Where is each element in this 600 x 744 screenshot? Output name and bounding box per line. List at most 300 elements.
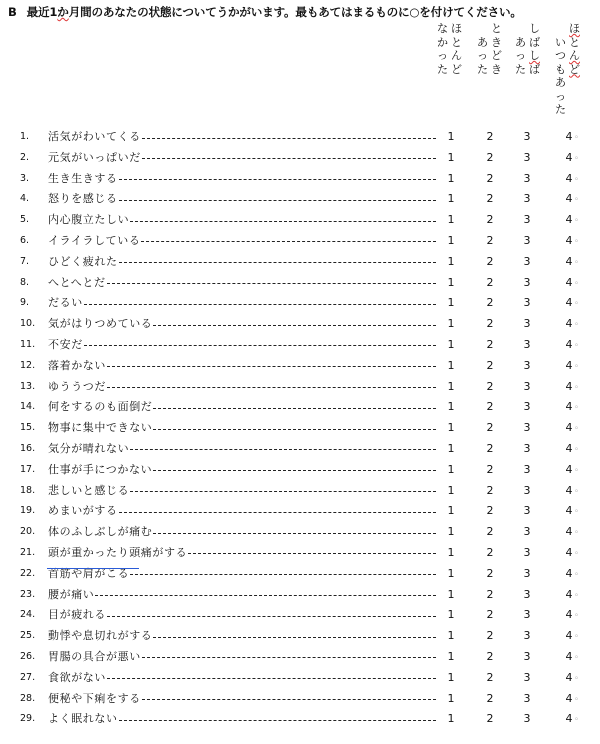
answer-option-1[interactable]: 1 (447, 358, 455, 372)
leader-dashes (142, 657, 436, 658)
answer-option-3[interactable]: 3 (523, 358, 531, 372)
answer-option-1[interactable]: 1 (447, 317, 455, 331)
row-end-mark: 。 (575, 379, 583, 389)
answer-option-3[interactable]: 3 (523, 150, 531, 164)
answer-option-2[interactable]: 2 (486, 483, 494, 497)
answer-option-1[interactable]: 1 (447, 150, 455, 164)
answer-option-3[interactable]: 3 (523, 317, 531, 331)
row-end-mark: 。 (575, 254, 583, 264)
question-row (0, 148, 600, 169)
answer-option-3[interactable]: 3 (523, 171, 531, 185)
question-text-wrap (48, 709, 436, 730)
leader-dashes (107, 387, 436, 388)
leader-dashes (95, 595, 436, 596)
answer-option-3[interactable]: 3 (523, 545, 531, 559)
question-text: めまいがする (48, 504, 118, 518)
question-row (0, 501, 600, 522)
answer-option-2[interactable]: 2 (486, 587, 494, 601)
question-text-wrap (48, 564, 436, 585)
col1-e: ほ (451, 22, 462, 35)
leader-dashes (119, 179, 436, 180)
answer-option-1[interactable]: 1 (447, 462, 455, 476)
answer-option-3[interactable]: 3 (523, 462, 531, 476)
answer-option-2[interactable]: 2 (486, 192, 494, 206)
question-row (0, 460, 600, 481)
answer-option-3[interactable]: 3 (523, 691, 531, 705)
answer-option-2[interactable]: 2 (486, 400, 494, 414)
question-row (0, 647, 600, 668)
answer-option-2[interactable]: 2 (486, 150, 494, 164)
leader-dashes (107, 366, 436, 367)
answer-option-2[interactable]: 2 (486, 233, 494, 247)
question-number: 15. (20, 422, 36, 434)
question-text-wrap (48, 501, 436, 522)
answer-option-3[interactable]: 3 (523, 525, 531, 539)
question-number: 19. (20, 505, 36, 517)
leader-dashes (142, 138, 436, 139)
answer-option-1[interactable]: 1 (447, 192, 455, 206)
question-number: 26. (20, 650, 36, 662)
leader-dashes (153, 325, 436, 326)
col3-f: ば (529, 35, 540, 49)
answer-option-3[interactable]: 3 (523, 233, 531, 247)
col2-g: ど (491, 49, 502, 62)
question-row (0, 585, 600, 606)
answer-option-2[interactable]: 2 (486, 130, 494, 143)
col1-f: と (451, 35, 462, 49)
question-text-wrap (48, 148, 436, 169)
answer-option-2[interactable]: 2 (486, 421, 494, 435)
answer-option-4[interactable]: 4 (565, 358, 573, 372)
leader-dashes (119, 512, 436, 513)
question-row (0, 564, 600, 585)
answer-option-2[interactable]: 2 (486, 317, 494, 331)
question-number: 14. (20, 401, 36, 413)
answer-option-3[interactable]: 3 (523, 670, 531, 684)
question-text: 頭が重かったり頭痛がする (48, 545, 188, 559)
question-text: 気がはりつめている (48, 317, 153, 331)
answer-option-4[interactable]: 4 (565, 317, 573, 331)
row-end-mark: 。 (575, 545, 583, 555)
question-number: 16. (20, 442, 36, 454)
answer-option-2[interactable]: 2 (486, 171, 494, 185)
question-number: 8. (20, 276, 30, 288)
answer-option-1[interactable]: 1 (447, 545, 455, 559)
question-row (0, 543, 600, 564)
answer-option-3[interactable]: 3 (523, 296, 531, 310)
col2-e: と (491, 22, 502, 35)
answer-option-3[interactable]: 3 (523, 483, 531, 497)
row-end-mark: 。 (575, 213, 583, 223)
answer-option-1[interactable]: 1 (447, 171, 455, 185)
leader-dashes (153, 429, 436, 430)
question-text-wrap (48, 585, 436, 606)
answer-option-4[interactable]: 4 (565, 130, 573, 143)
answer-option-3[interactable]: 3 (523, 192, 531, 206)
leader-dashes (141, 241, 436, 242)
heading-text-2: 月間のあなたの状態についてうかがいます。最も (68, 5, 319, 19)
leader-dashes (107, 616, 436, 617)
question-text: ゆううつだ (48, 379, 106, 393)
answer-option-1[interactable]: 1 (447, 337, 455, 351)
question-text: 目が疲れる (48, 608, 106, 622)
spellcheck-underline (47, 568, 139, 569)
answer-option-3[interactable]: 3 (523, 400, 531, 414)
col2-b: あ (477, 35, 488, 49)
answer-option-2[interactable]: 2 (486, 566, 494, 580)
question-row (0, 189, 600, 210)
question-text: 活気がわいてくる (48, 130, 141, 143)
col4-b: い (555, 35, 566, 49)
column-header-4 (555, 22, 580, 117)
answer-option-1[interactable]: 1 (447, 712, 455, 726)
question-number: 11. (20, 338, 36, 350)
question-text-wrap (48, 314, 436, 335)
answer-option-4[interactable]: 4 (565, 691, 573, 705)
question-text-wrap (48, 377, 436, 398)
row-end-mark: 。 (575, 400, 583, 410)
question-text-wrap (48, 356, 436, 377)
answer-option-2[interactable]: 2 (486, 608, 494, 622)
leader-dashes (119, 262, 436, 263)
answer-option-3[interactable]: 3 (523, 254, 531, 268)
col1-a: な (437, 22, 448, 35)
question-text: 元気がいっぱいだ (48, 150, 141, 164)
answer-option-2[interactable]: 2 (486, 337, 494, 351)
answer-option-1[interactable]: 1 (447, 233, 455, 247)
leader-dashes (188, 553, 436, 554)
question-text-wrap (48, 460, 436, 481)
question-text-wrap (48, 481, 436, 502)
row-end-mark: 。 (575, 670, 583, 680)
question-text-wrap (48, 439, 436, 460)
answer-option-2[interactable]: 2 (486, 712, 494, 726)
answer-option-1[interactable]: 1 (447, 566, 455, 580)
question-number: 20. (20, 526, 36, 538)
question-number: 25. (20, 630, 36, 642)
question-number: 28. (20, 692, 36, 704)
question-number: 4. (20, 193, 30, 205)
question-text: 動悸や息切れがする (48, 629, 153, 643)
answer-option-4[interactable]: 4 (565, 587, 573, 601)
question-row (0, 335, 600, 356)
question-row (0, 605, 600, 626)
col2-f: き (491, 35, 502, 49)
leader-dashes (153, 408, 436, 409)
row-end-mark: 。 (575, 712, 583, 722)
question-row (0, 439, 600, 460)
col4-k: ど (569, 62, 580, 76)
question-number: 12. (20, 359, 36, 371)
answer-option-2[interactable]: 2 (486, 462, 494, 476)
answer-option-3[interactable]: 3 (523, 421, 531, 435)
col1-d: た (437, 62, 448, 76)
answer-option-2[interactable]: 2 (486, 629, 494, 643)
question-row (0, 709, 600, 730)
col4-i: と (569, 35, 580, 49)
row-end-mark: 。 (575, 337, 583, 347)
question-text: 落着かない (48, 358, 106, 372)
col4-g: た (555, 103, 566, 116)
question-number: 24. (20, 609, 36, 621)
question-row (0, 169, 600, 190)
col4-d: も (555, 62, 566, 76)
answer-option-4[interactable]: 4 (565, 379, 573, 393)
question-text: 生き生きする (48, 171, 118, 185)
answer-option-3[interactable]: 3 (523, 337, 531, 351)
answer-option-4[interactable]: 4 (565, 296, 573, 310)
answer-option-3[interactable]: 3 (523, 608, 531, 622)
answer-option-4[interactable]: 4 (565, 483, 573, 497)
leader-dashes (130, 221, 436, 222)
question-text: 物事に集中できない (48, 421, 153, 435)
column-header-1 (437, 22, 462, 76)
question-text: 胃腸の具合が悪い (48, 649, 141, 663)
answer-option-4[interactable]: 4 (565, 400, 573, 414)
answer-option-4[interactable]: 4 (565, 150, 573, 164)
question-number: 5. (20, 214, 30, 226)
question-text: イライラしている (48, 233, 141, 247)
question-row (0, 418, 600, 439)
answer-option-4[interactable]: 4 (565, 608, 573, 622)
column-header-2 (477, 22, 502, 76)
row-end-mark: 。 (575, 233, 583, 243)
answer-option-4[interactable]: 4 (565, 213, 573, 227)
leader-dashes (107, 678, 436, 679)
leader-dashes (107, 283, 436, 284)
answer-option-1[interactable]: 1 (447, 691, 455, 705)
answer-option-3[interactable]: 3 (523, 504, 531, 518)
question-text-wrap (48, 189, 436, 210)
answer-option-1[interactable]: 1 (447, 441, 455, 455)
row-end-mark: 。 (575, 358, 583, 368)
question-number: 9. (20, 297, 30, 309)
column-header-3 (515, 22, 540, 76)
answer-option-1[interactable]: 1 (447, 130, 455, 143)
question-number: 18. (20, 484, 36, 496)
col3-h: ば (529, 62, 540, 76)
question-number: 10. (20, 318, 36, 330)
row-end-mark: 。 (575, 421, 583, 431)
question-row (0, 127, 600, 148)
col3-g: し (529, 49, 540, 62)
col4-c: つ (555, 49, 566, 62)
answer-option-3[interactable]: 3 (523, 213, 531, 227)
answer-option-3[interactable]: 3 (523, 275, 531, 289)
question-number: 17. (20, 463, 36, 475)
question-text: 仕事が手につかない (48, 462, 153, 476)
question-row (0, 210, 600, 231)
question-number: 21. (20, 546, 36, 558)
leader-dashes (130, 449, 436, 450)
question-text: 食欲がない (48, 670, 106, 684)
question-row (0, 397, 600, 418)
question-number: 2. (20, 151, 30, 163)
question-row (0, 626, 600, 647)
answer-option-1[interactable]: 1 (447, 504, 455, 518)
row-end-mark: 。 (575, 171, 583, 181)
question-row (0, 273, 600, 294)
question-text-wrap (48, 522, 436, 543)
row-end-mark: 。 (575, 192, 583, 202)
answer-option-3[interactable]: 3 (523, 379, 531, 393)
question-text-wrap (48, 252, 436, 273)
answer-option-4[interactable]: 4 (565, 545, 573, 559)
answer-option-2[interactable]: 2 (486, 296, 494, 310)
question-text-wrap (48, 335, 436, 356)
answer-option-4[interactable]: 4 (565, 171, 573, 185)
leader-dashes (142, 158, 436, 159)
question-text-wrap (48, 231, 436, 252)
answer-option-1[interactable]: 1 (447, 608, 455, 622)
answer-option-1[interactable]: 1 (447, 649, 455, 663)
answer-option-2[interactable]: 2 (486, 441, 494, 455)
answer-option-4[interactable]: 4 (565, 525, 573, 539)
question-row (0, 314, 600, 335)
answer-option-2[interactable]: 2 (486, 254, 494, 268)
heading-text-1: 最近1 (26, 5, 58, 19)
answer-option-1[interactable]: 1 (447, 254, 455, 268)
question-text-wrap (48, 397, 436, 418)
answer-option-1[interactable]: 1 (447, 379, 455, 393)
row-end-mark: 。 (575, 317, 583, 327)
answer-option-2[interactable]: 2 (486, 525, 494, 539)
question-row (0, 231, 600, 252)
heading-text-3: あてはまるものに○を付けてください。 (318, 5, 522, 19)
answer-option-4[interactable]: 4 (565, 670, 573, 684)
answer-option-3[interactable]: 3 (523, 629, 531, 643)
leader-dashes (119, 720, 436, 721)
question-text: 悲しいと感じる (48, 483, 130, 497)
answer-option-1[interactable]: 1 (447, 629, 455, 643)
answer-option-2[interactable]: 2 (486, 649, 494, 663)
question-row (0, 668, 600, 689)
col1-b: か (437, 35, 448, 49)
row-end-mark: 。 (575, 504, 583, 514)
answer-option-4[interactable]: 4 (565, 504, 573, 518)
answer-option-4[interactable]: 4 (565, 712, 573, 726)
question-text: 腰が痛い (48, 587, 95, 601)
answer-option-3[interactable]: 3 (523, 441, 531, 455)
question-number: 1. (20, 131, 30, 142)
answer-option-2[interactable]: 2 (486, 275, 494, 289)
answer-option-2[interactable]: 2 (486, 670, 494, 684)
answer-option-4[interactable]: 4 (565, 566, 573, 580)
question-text: 不安だ (48, 337, 83, 351)
question-text: 内心腹立たしい (48, 213, 130, 227)
question-row (0, 252, 600, 273)
answer-option-4[interactable]: 4 (565, 421, 573, 435)
question-text: 体のふしぶしが痛む (48, 525, 153, 539)
answer-option-2[interactable]: 2 (486, 691, 494, 705)
answer-option-4[interactable]: 4 (565, 462, 573, 476)
answer-option-1[interactable]: 1 (447, 587, 455, 601)
question-text-wrap (48, 418, 436, 439)
answer-option-4[interactable]: 4 (565, 629, 573, 643)
answer-option-1[interactable]: 1 (447, 275, 455, 289)
answer-option-2[interactable]: 2 (486, 545, 494, 559)
question-text-wrap (48, 689, 436, 710)
heading-text-squiggle: か (57, 5, 69, 19)
row-end-mark: 。 (575, 296, 583, 306)
answer-option-1[interactable]: 1 (447, 525, 455, 539)
leader-dashes (153, 470, 436, 471)
answer-option-4[interactable]: 4 (565, 233, 573, 247)
question-list (0, 127, 600, 730)
answer-option-2[interactable]: 2 (486, 379, 494, 393)
answer-option-3[interactable]: 3 (523, 587, 531, 601)
answer-option-3[interactable]: 3 (523, 566, 531, 580)
answer-option-4[interactable]: 4 (565, 337, 573, 351)
col3-d: た (515, 62, 526, 76)
answer-option-1[interactable]: 1 (447, 483, 455, 497)
col3-c: っ (515, 49, 526, 62)
answer-option-3[interactable]: 3 (523, 649, 531, 663)
leader-dashes (153, 533, 436, 534)
row-end-mark: 。 (575, 566, 583, 576)
answer-option-1[interactable]: 1 (447, 670, 455, 684)
question-text: 首筋や肩がこる (48, 566, 130, 580)
question-text-wrap (48, 668, 436, 689)
question-number: 23. (20, 588, 36, 600)
question-number: 29. (20, 713, 36, 725)
question-text-wrap (48, 647, 436, 668)
leader-dashes (84, 304, 436, 305)
question-text: へとへとだ (48, 275, 106, 289)
answer-option-4[interactable]: 4 (565, 192, 573, 206)
question-text-wrap (48, 605, 436, 626)
row-end-mark: 。 (575, 441, 583, 451)
row-end-mark: 。 (575, 587, 583, 597)
answer-option-2[interactable]: 2 (486, 504, 494, 518)
answer-option-1[interactable]: 1 (447, 296, 455, 310)
answer-option-3[interactable]: 3 (523, 712, 531, 726)
answer-option-4[interactable]: 4 (565, 254, 573, 268)
row-end-mark: 。 (575, 150, 583, 160)
row-end-mark: 。 (575, 130, 583, 139)
col3-b: あ (515, 35, 526, 49)
col2-h: き (491, 62, 502, 76)
answer-option-4[interactable]: 4 (565, 441, 573, 455)
question-row (0, 522, 600, 543)
row-end-mark: 。 (575, 691, 583, 701)
row-end-mark: 。 (575, 525, 583, 535)
question-row (0, 377, 600, 398)
section-heading (8, 4, 596, 20)
answer-option-1[interactable]: 1 (447, 421, 455, 435)
col1-g: ん (451, 49, 462, 62)
col3-e: し (529, 22, 540, 35)
section-letter: B (8, 5, 17, 19)
leader-dashes (153, 637, 436, 638)
col2-c: っ (477, 49, 488, 62)
answer-option-3[interactable]: 3 (523, 130, 531, 143)
question-number: 27. (20, 671, 36, 683)
answer-option-2[interactable]: 2 (486, 213, 494, 227)
answer-option-1[interactable]: 1 (447, 400, 455, 414)
answer-option-4[interactable]: 4 (565, 649, 573, 663)
answer-option-1[interactable]: 1 (447, 213, 455, 227)
question-row (0, 356, 600, 377)
question-text: 怒りを感じる (48, 192, 118, 206)
row-end-mark: 。 (575, 629, 583, 639)
row-end-mark: 。 (575, 608, 583, 618)
answer-option-4[interactable]: 4 (565, 275, 573, 289)
col4-j: ん (569, 49, 580, 62)
question-row (0, 293, 600, 314)
answer-option-2[interactable]: 2 (486, 358, 494, 372)
question-number: 3. (20, 172, 30, 184)
